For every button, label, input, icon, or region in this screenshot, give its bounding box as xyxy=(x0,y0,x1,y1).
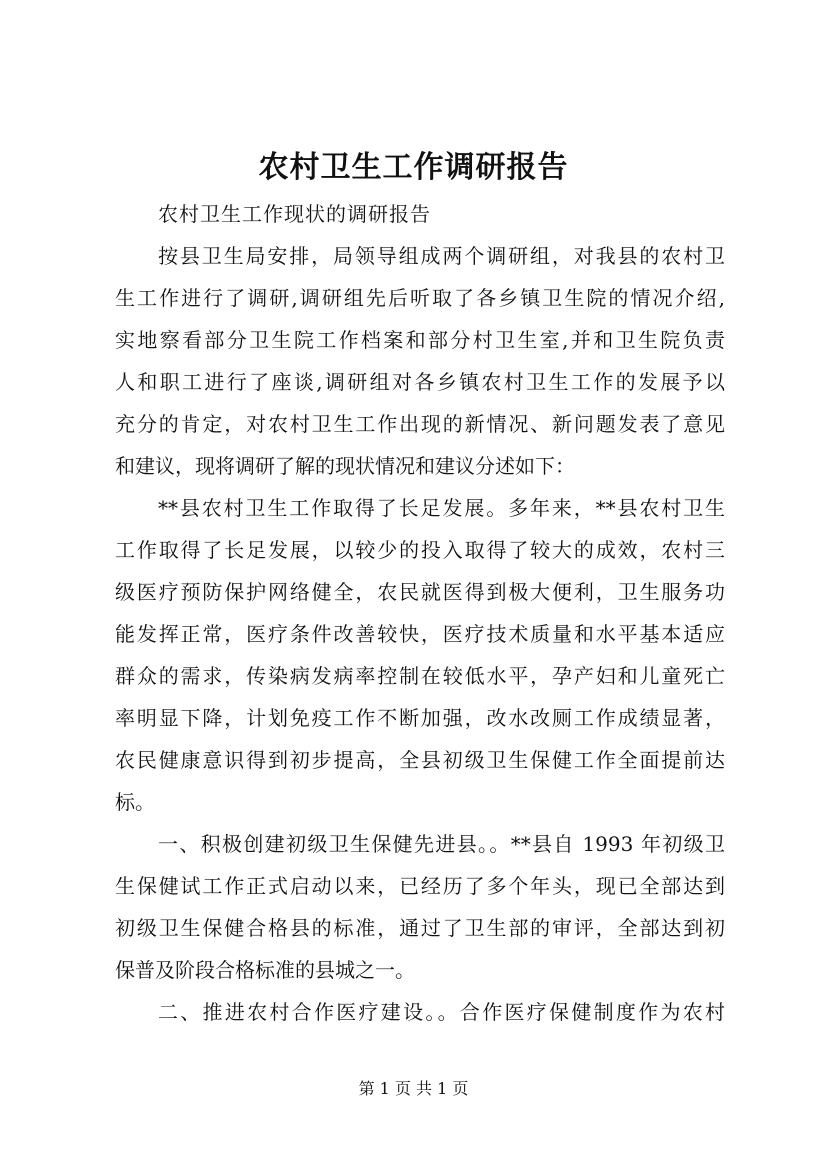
body-line: 充分的肯定，对农村卫生工作出现的新情况、新问题发表了意见 xyxy=(115,412,725,436)
body-line: 工作取得了长足发展，以较少的投入取得了较大的成效，农村三 xyxy=(115,538,725,562)
body-line: 和建议，现将调研了解的现状情况和建议分述如下： xyxy=(115,454,575,478)
body-line: 初级卫生保健合格县的标准，通过了卫生部的审评，全部达到初 xyxy=(115,916,725,940)
body-line: 生保健试工作正式启动以来，已经历了多个年头，现已全部达到 xyxy=(115,874,725,898)
page-footer: 第 1 页 共 1 页 xyxy=(358,1079,469,1098)
body-line: 标。 xyxy=(115,790,155,814)
body-line: 生工作进行了调研,调研组先后听取了各乡镇卫生院的情况介绍, xyxy=(115,286,725,310)
body-line: **县农村卫生工作取得了长足发展。多年来，**县农村卫生 xyxy=(158,496,725,520)
body-line: 保普及阶段合格标准的县城之一。 xyxy=(115,958,415,982)
body-line: 二、推进农村合作医疗建设。。合作医疗保健制度作为农村 xyxy=(158,1000,725,1024)
document-subtitle: 农村卫生工作现状的调研报告 xyxy=(158,202,431,226)
body-line: 率明显下降，计划免疫工作不断加强，改水改厕工作成绩显著， xyxy=(115,706,725,730)
body-line: 实地察看部分卫生院工作档案和部分村卫生室,并和卫生院负责 xyxy=(115,328,725,352)
body-line: 群众的需求，传染病发病率控制在较低水平，孕产妇和儿童死亡 xyxy=(115,664,725,688)
body-line: 农民健康意识得到初步提高，全县初级卫生保健工作全面提前达 xyxy=(115,748,725,772)
body-line: 能发挥正常，医疗条件改善较快，医疗技术质量和水平基本适应 xyxy=(115,622,725,646)
body-line: 按县卫生局安排，局领导组成两个调研组，对我县的农村卫 xyxy=(158,244,725,268)
body-line: 一、积极创建初级卫生保健先进县。。**县自 1993 年初级卫 xyxy=(158,832,725,856)
body-line: 人和职工进行了座谈,调研组对各乡镇农村卫生工作的发展予以 xyxy=(115,370,725,394)
document-title: 农村卫生工作调研报告 xyxy=(258,150,569,185)
body-line: 级医疗预防保护网络健全，农民就医得到极大便利，卫生服务功 xyxy=(115,580,725,604)
